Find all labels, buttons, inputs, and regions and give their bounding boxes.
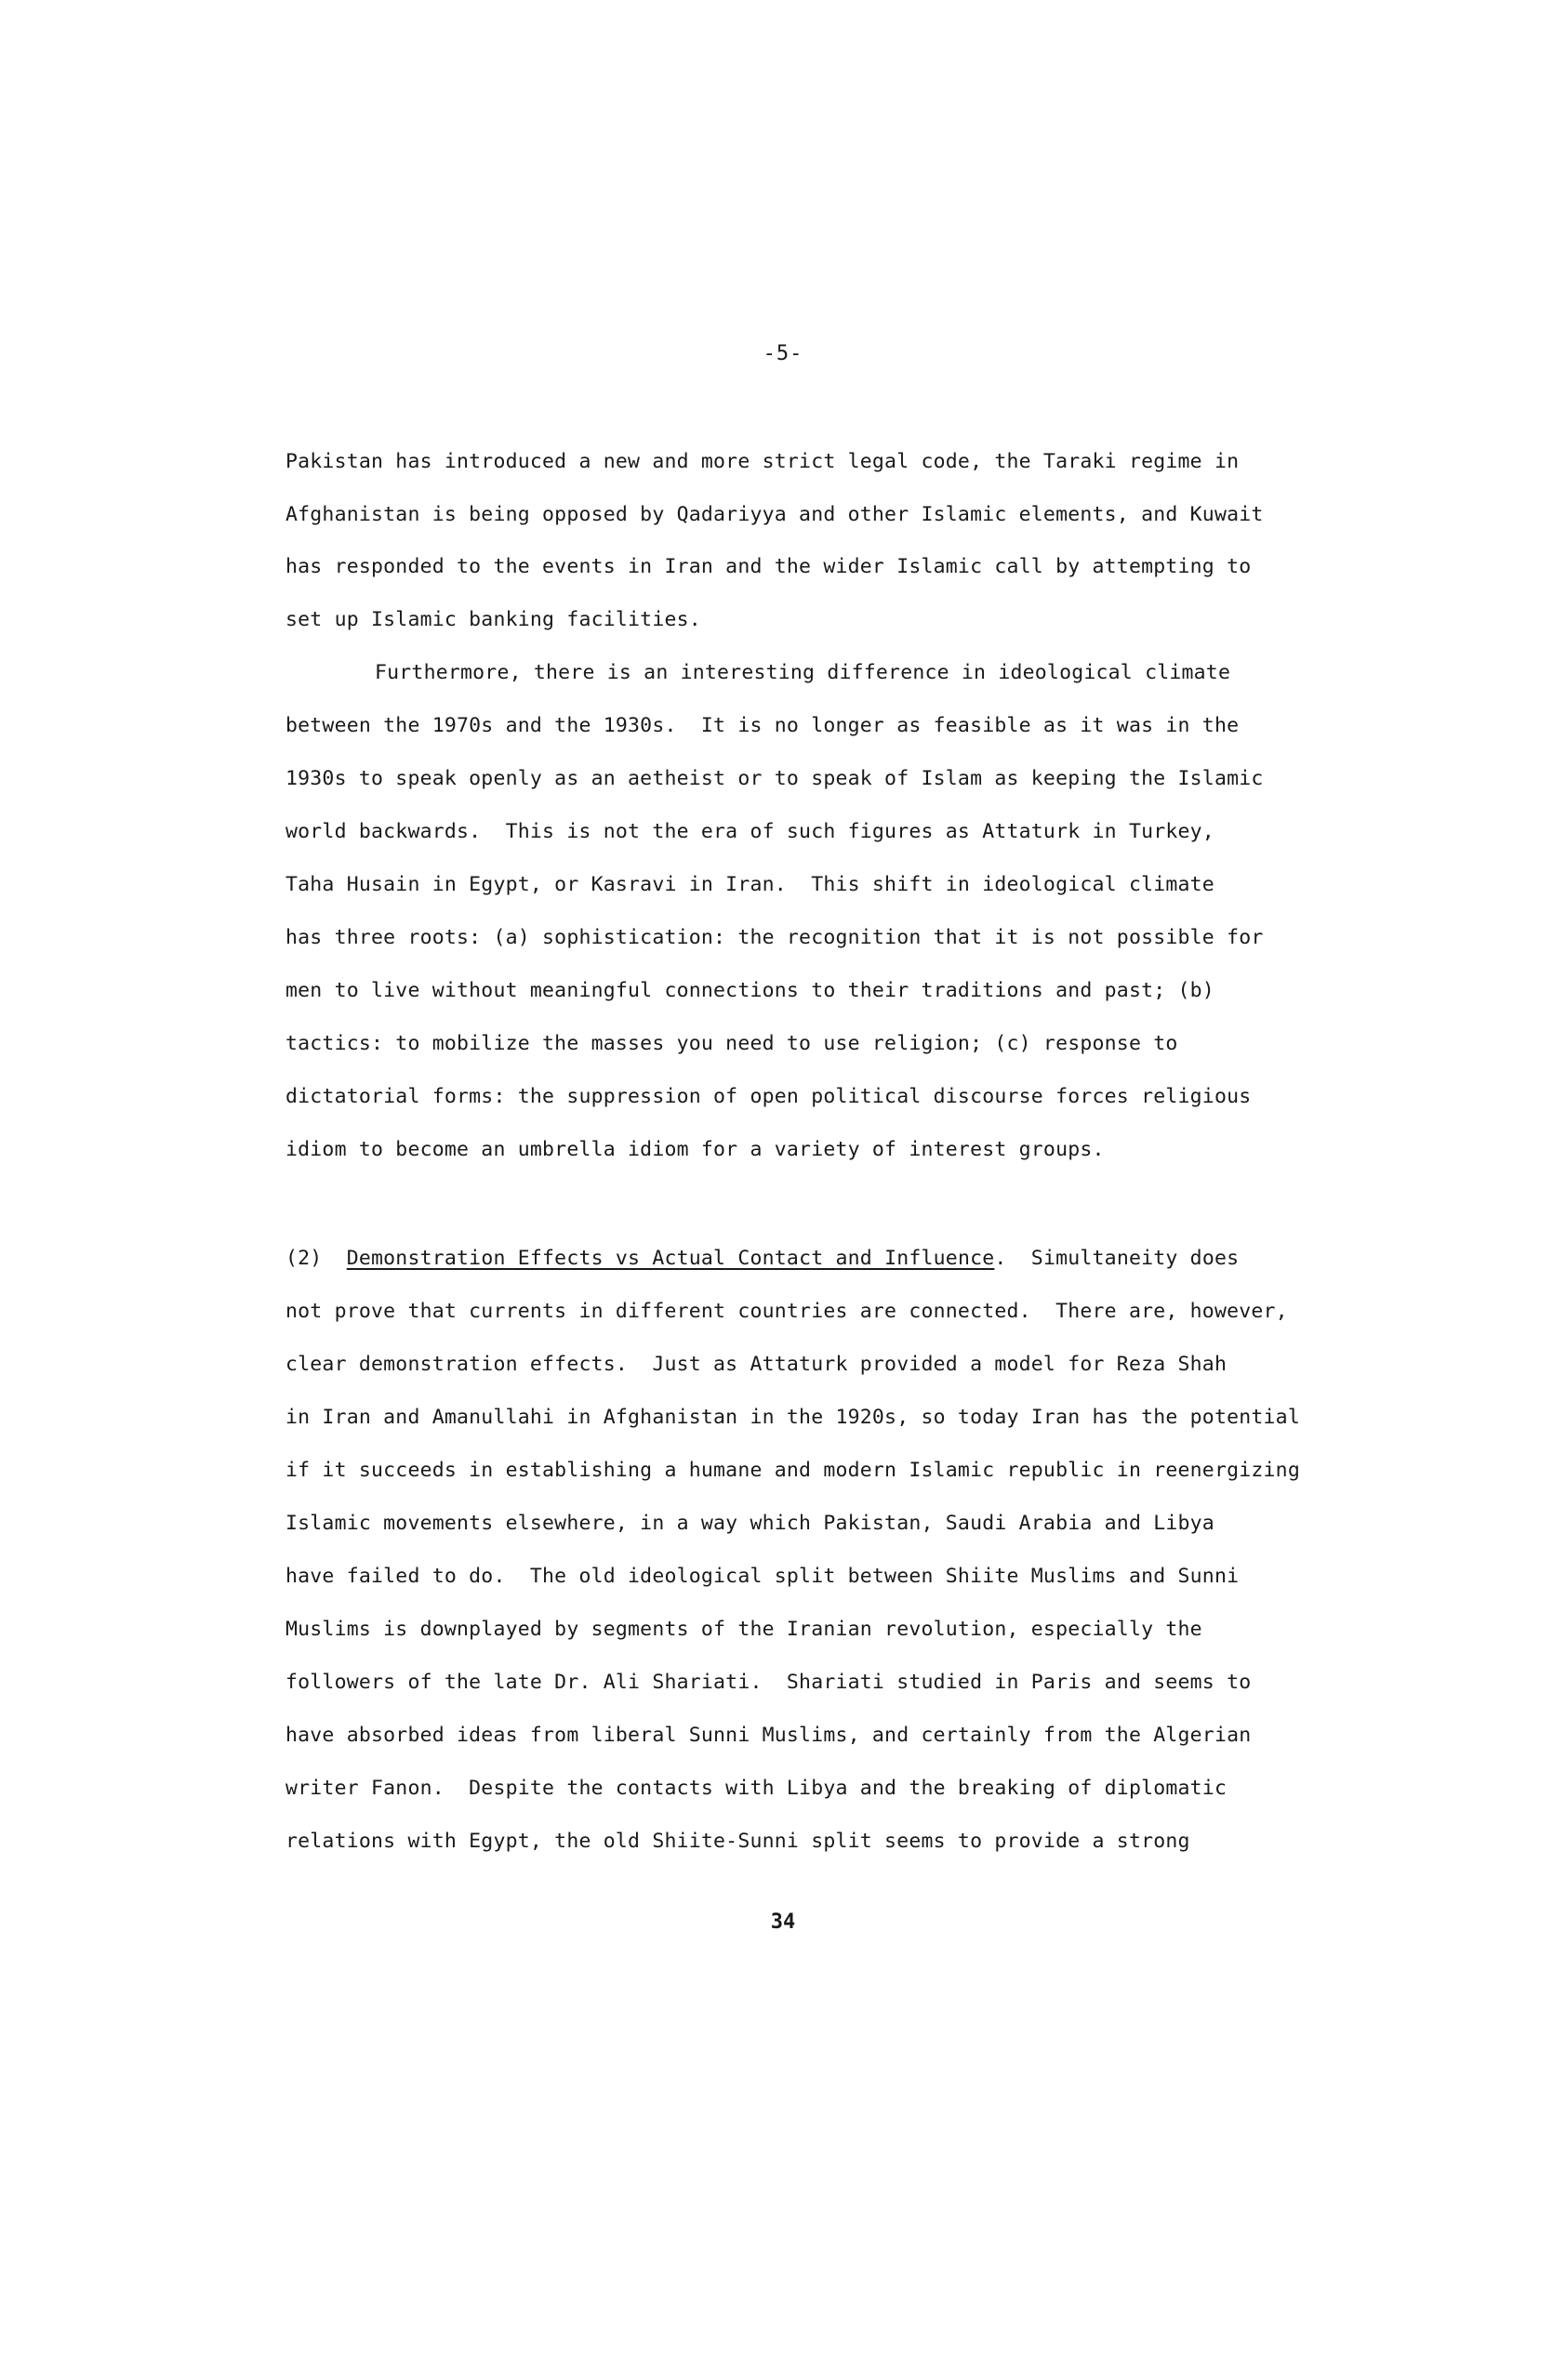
section-2-line: have failed to do. The old ideological split between Shiite Muslims and Sunni [285, 1565, 1240, 1588]
section-2-heading-line [285, 1245, 1239, 1273]
paragraph-2-line: has three roots: (a) sophistication: the recognition that it is not possible for [285, 926, 1264, 949]
paragraph-2-line: Furthermore, there is an interesting difference in ideological climate [375, 661, 1231, 684]
section-2-line: Muslims is downplayed by segments of the Iranian revolution, especially the [285, 1618, 1202, 1641]
section-number: (2) [285, 1247, 323, 1270]
section-2-line: have absorbed ideas from liberal Sunni Muslims, and certainly from the Algerian [285, 1724, 1252, 1747]
paragraph-1-line: Pakistan has introduced a new and more strict legal code, the Taraki regime in [285, 450, 1240, 473]
section-2-line: Islamic movements elsewhere, in a way which Pakistan, Saudi Arabia and Libya [285, 1512, 1214, 1535]
paragraph-2-line: men to live without meaningful connections to their traditions and past; (b) [285, 979, 1214, 1002]
paragraph-1-line: has responded to the events in Iran and the wider Islamic call by attempting to [285, 555, 1252, 578]
paragraph-2-line: world backwards. This is not the era of such figures as Attaturk in Turkey, [285, 820, 1214, 843]
paragraph-1-line: Afghanistan is being opposed by Qadariyya and other Islamic elements, and Kuwait [285, 503, 1264, 526]
section-2-line: not prove that currents in different countries are connected. There are, however, [285, 1300, 1288, 1323]
section-2-line: followers of the late Dr. Ali Shariati. Shariati studied in Paris and seems to [285, 1671, 1252, 1694]
paragraph-2-line: Taha Husain in Egypt, or Kasravi in Iran. This shift in ideological climate [285, 873, 1214, 896]
section-2-line: clear demonstration effects. Just as Attaturk provided a model for Reza Shah [285, 1353, 1228, 1376]
page-number-bottom: 34 [770, 1911, 796, 1934]
paragraph-2-line: 1930s to speak openly as an aetheist or to speak of Islam as keeping the Islamic [285, 767, 1264, 790]
section-2-line: writer Fanon. Despite the contacts with Libya and the breaking of diplomatic [285, 1777, 1228, 1800]
paragraph-2-line: idiom to become an umbrella idiom for a variety of interest groups. [285, 1138, 1105, 1161]
section-heading-tail: . Simultaneity does [994, 1247, 1240, 1270]
section-heading: Demonstration Effects vs Actual Contact and Influence [346, 1247, 995, 1270]
section-2-line: if it succeeds in establishing a humane and modern Islamic republic in reenergizing [285, 1459, 1300, 1482]
paragraph-2-line: tactics: to mobilize the masses you need to use religion; (c) response to [285, 1032, 1178, 1055]
page-label-top: -5- [763, 342, 803, 365]
section-2-line: relations with Egypt, the old Shiite-Sunni split seems to provide a strong [285, 1830, 1190, 1853]
section-2-line: in Iran and Amanullahi in Afghanistan in the 1920s, so today Iran has the potential [285, 1406, 1300, 1429]
paragraph-2-line: dictatorial forms: the suppression of open political discourse forces religious [285, 1085, 1252, 1108]
paragraph-1-line: set up Islamic banking facilities. [285, 608, 701, 631]
paragraph-2-line: between the 1970s and the 1930s. It is no longer as feasible as it was in the [285, 714, 1240, 737]
